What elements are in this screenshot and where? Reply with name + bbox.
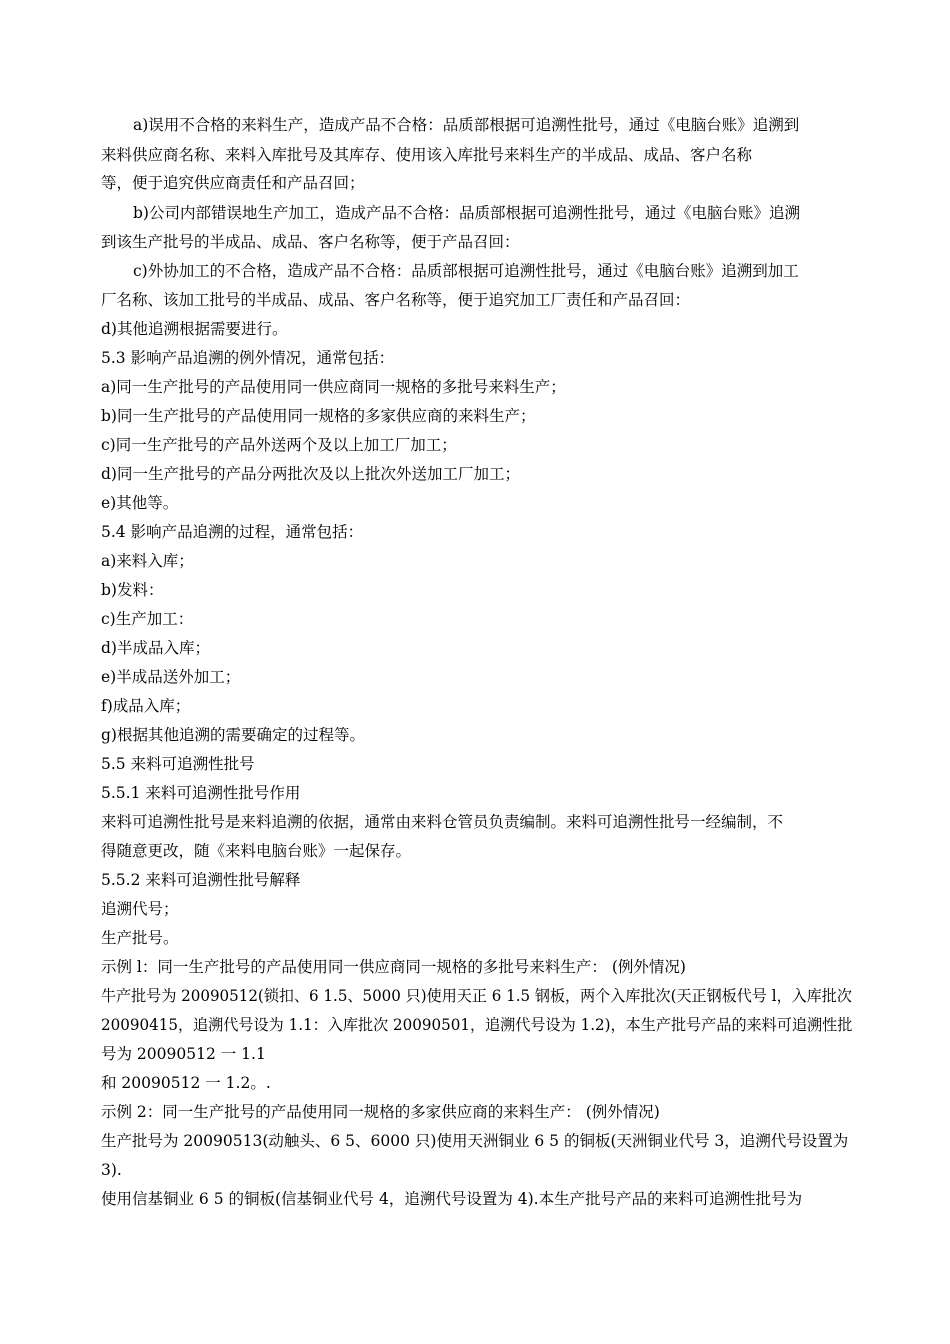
text-line: d)其他追溯根据需要进行。 xyxy=(101,320,288,338)
text-line: 生产批号为 20090513(动触头、6 5、6000 只)使用天洲铜业 6 5 的铜板(天洲铜业代号 3，追溯代号设置为 xyxy=(101,1132,849,1150)
text-line: d)半成品入库； xyxy=(101,639,210,657)
text-line: 号为 20090512 一 1.1 xyxy=(101,1045,266,1063)
example-heading: 示例 l：同一生产批号的产品使用同一供应商同一规格的多批号来料生产： (例外情况) xyxy=(101,958,686,976)
section-heading: 5.5 来料可追溯性批号 xyxy=(101,755,255,773)
text-line: 来料供应商名称、来料入库批号及其库存、使用该入库批号来料生产的半成品、成品、客户名称 xyxy=(101,146,753,164)
text-line: 等，便于追究供应商责任和产品召回； xyxy=(101,174,365,192)
text-line: 生产批号。 xyxy=(101,929,179,947)
text-line: b)同一生产批号的产品使用同一规格的多家供应商的来料生产； xyxy=(101,407,536,425)
text-line: 和 20090512 一 1.2。. xyxy=(101,1074,271,1092)
text-line: e)其他等。 xyxy=(101,494,179,512)
text-line: 使用信基铜业 6 5 的铜板(信基铜业代号 4，追溯代号设置为 4).本生产批号产品的来料可追溯性批号为 xyxy=(101,1190,803,1208)
section-heading: 5.4 影响产品追溯的过程，通常包括： xyxy=(101,523,364,541)
text-line: c)生产加工： xyxy=(101,610,194,628)
text-line: b)发料： xyxy=(101,581,164,599)
text-line: 20090415，追溯代号设为 1.1：入库批次 20090501，追溯代号设为 1.2)，本生产批号产品的来料可追溯性批 xyxy=(101,1016,853,1034)
text-line: c)同一生产批号的产品外送两个及以上加工厂加工； xyxy=(101,436,457,454)
text-line: d)同一生产批号的产品分两批次及以上批次外送加工厂加工； xyxy=(101,465,520,483)
text-line: 牛产批号为 20090512(锁扣、6 1.5、5000 只)使用天正 6 1.5 钢板，两个入库批次(天正钢板代号 l，入库批次 xyxy=(101,987,852,1005)
subsection-heading: 5.5.1 来料可追溯性批号作用 xyxy=(101,784,301,802)
text-line: 3). xyxy=(101,1161,122,1179)
text-line: e)半成品送外加工； xyxy=(101,668,241,686)
text-line: b)公司内部错误地生产加工，造成产品不合格：品质部根据可追溯性批号，通过《电脑台账》追溯 xyxy=(133,204,800,222)
subsection-heading: 5.5.2 来料可追溯性批号解释 xyxy=(101,871,301,889)
text-line: c)外协加工的不合格，造成产品不合格：品质部根据可追溯性批号，通过《电脑台账》追溯到加工 xyxy=(133,262,799,280)
text-line: 到该生产批号的半成品、成品、客户名称等，便于产品召回： xyxy=(101,233,520,251)
section-heading: 5.3 影响产品追溯的例外情况，通常包括： xyxy=(101,349,395,367)
text-line: a)来料入库； xyxy=(101,552,194,570)
text-line: a)同一生产批号的产品使用同一供应商同一规格的多批号来料生产； xyxy=(101,378,566,396)
text-line: 得随意更改，随《来料电脑台账》一起保存。 xyxy=(101,842,412,860)
text-line: g)根据其他追溯的需要确定的过程等。 xyxy=(101,726,365,744)
text-line: a)误用不合格的来料生产，造成产品不合格：品质部根据可追溯性批号，通过《电脑台账》追溯到 xyxy=(133,116,800,134)
text-line: 厂名称、该加工批号的半成品、成品、客户名称等，便于追究加工厂责任和产品召回： xyxy=(101,291,691,309)
text-line: 追溯代号； xyxy=(101,900,179,918)
text-line: f)成品入库； xyxy=(101,697,191,715)
example-heading: 示例 2：同一生产批号的产品使用同一规格的多家供应商的来料生产： (例外情况) xyxy=(101,1103,660,1121)
text-line: 来料可追溯性批号是来料追溯的依据，通常由来料仓管员负责编制。来料可追溯性批号一经编制，不 xyxy=(101,813,784,831)
